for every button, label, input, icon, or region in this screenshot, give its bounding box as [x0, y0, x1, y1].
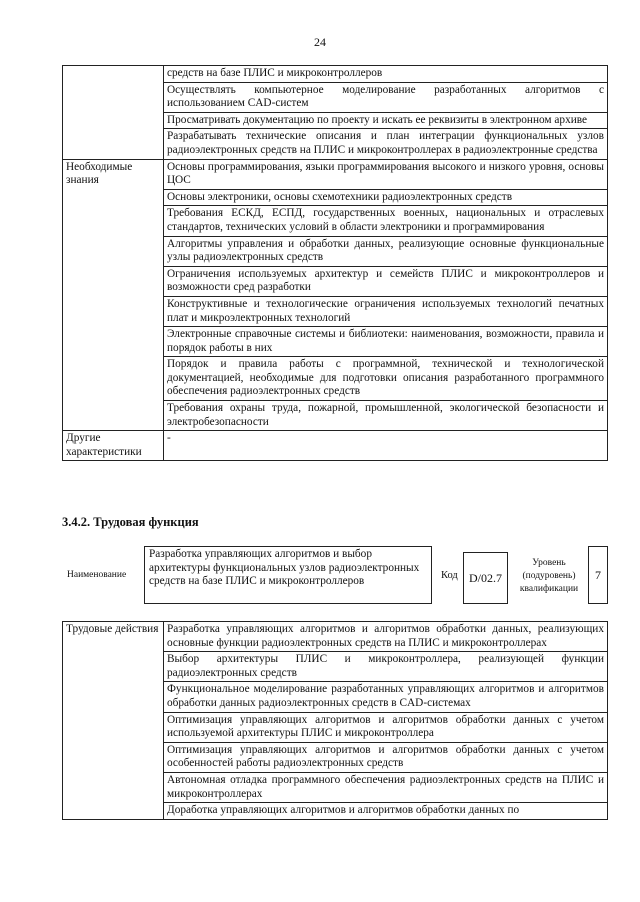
- row-item: Разрабатывать технические описания и план интеграции функциональных узлов радиоэлектронных средств на ПЛИС и микроконтроллерах в радиоэлектронные средства: [164, 129, 608, 159]
- row-item: Просматривать документацию по проекту и искать ее реквизиты в электронном архиве: [164, 112, 608, 129]
- requirements-table-top: [62, 65, 608, 461]
- row-item: Оптимизация управляющих алгоритмов и алгоритмов обработки данных с учетом особенностей работы радиоэлектронных средств: [164, 742, 608, 772]
- row-item: Осуществлять компьютерное моделирование разработанных алгоритмов с использованием CAD-систем: [164, 82, 608, 112]
- row-item: Алгоритмы управления и обработки данных, реализующие основные функциональные узлы радиоэлектронных средств: [164, 236, 608, 266]
- row-item: Порядок и правила работы с программной, технической и технологической документацией, необходимые для подготовки описания разработанного программного обеспечения радиоэлектронных средств: [164, 357, 608, 401]
- row-label: Другие характеристики: [63, 431, 164, 461]
- row-label: Трудовые действия: [63, 622, 164, 820]
- table-row: [63, 431, 608, 461]
- code-label: Код: [441, 570, 458, 581]
- row-item: средств на базе ПЛИС и микроконтроллеров: [164, 66, 608, 83]
- row-item: Функциональное моделирование разработанных управляющих алгоритмов и алгоритмов обработки данных радиоэлектронных средств в CAD-системах: [164, 682, 608, 712]
- row-item: Доработка управляющих алгоритмов и алгоритмов обработки данных по: [164, 803, 608, 820]
- code-box: D/02.7: [463, 552, 508, 604]
- page-number: 24: [314, 35, 326, 49]
- row-label: Необходимые знания: [63, 159, 164, 431]
- row-item: Автономная отладка программного обеспечения радиоэлектронных средств на ПЛИС и микроконтроллерах: [164, 772, 608, 802]
- row-item: Оптимизация управляющих алгоритмов и алгоритмов обработки данных с учетом используемой архитектуры ПЛИС и микроконтроллера: [164, 712, 608, 742]
- row-item: -: [164, 431, 608, 461]
- labor-actions-table: [62, 621, 608, 820]
- row-item: Требования охраны труда, пожарной, промышленной, экологической безопасности и электробезопасности: [164, 401, 608, 431]
- name-label: Наименование: [67, 570, 127, 580]
- row-item: Основы программирования, языки программирования высокого и низкого уровня, основы ЦОС: [164, 159, 608, 189]
- row-item: Ограничения используемых архитектур и семейств ПЛИС и микроконтроллеров и возможности сред разработки: [164, 266, 608, 296]
- row-item: Требования ЕСКД, ЕСПД, государственных военных, национальных и отраслевых стандартов, технических условий в области электроники и программирования: [164, 206, 608, 236]
- table-row: [63, 159, 608, 189]
- row-item: Конструктивные и технологические ограничения используемых технологий печатных плат и микроэлектронных технологий: [164, 296, 608, 326]
- function-name-box: Разработка управляющих алгоритмов и выбор архитектуры функциональных узлов радиоэлектронных средств на базе ПЛИС и микроконтроллеров: [144, 546, 432, 604]
- row-item: Выбор архитектуры ПЛИС и микроконтроллера, реализующей функции радиоэлектронных средств: [164, 652, 608, 682]
- level-label: Уровень (подуровень) квалификации: [519, 558, 579, 594]
- table-row: [63, 622, 608, 652]
- section-heading: 3.4.2. Трудовая функция: [62, 515, 199, 529]
- row-item: Основы электроники, основы схемотехники радиоэлектронных средств: [164, 189, 608, 206]
- row-item: Разработка управляющих алгоритмов и алгоритмов обработки данных, реализующих основные функции радиоэлектронных средств на ПЛИС и микроконтроллерах: [164, 622, 608, 652]
- row-label: [63, 66, 164, 160]
- row-item: Электронные справочные системы и библиотеки: наименования, возможности, правила и порядок работы в них: [164, 327, 608, 357]
- level-box: 7: [588, 546, 608, 604]
- table-row: [63, 66, 608, 83]
